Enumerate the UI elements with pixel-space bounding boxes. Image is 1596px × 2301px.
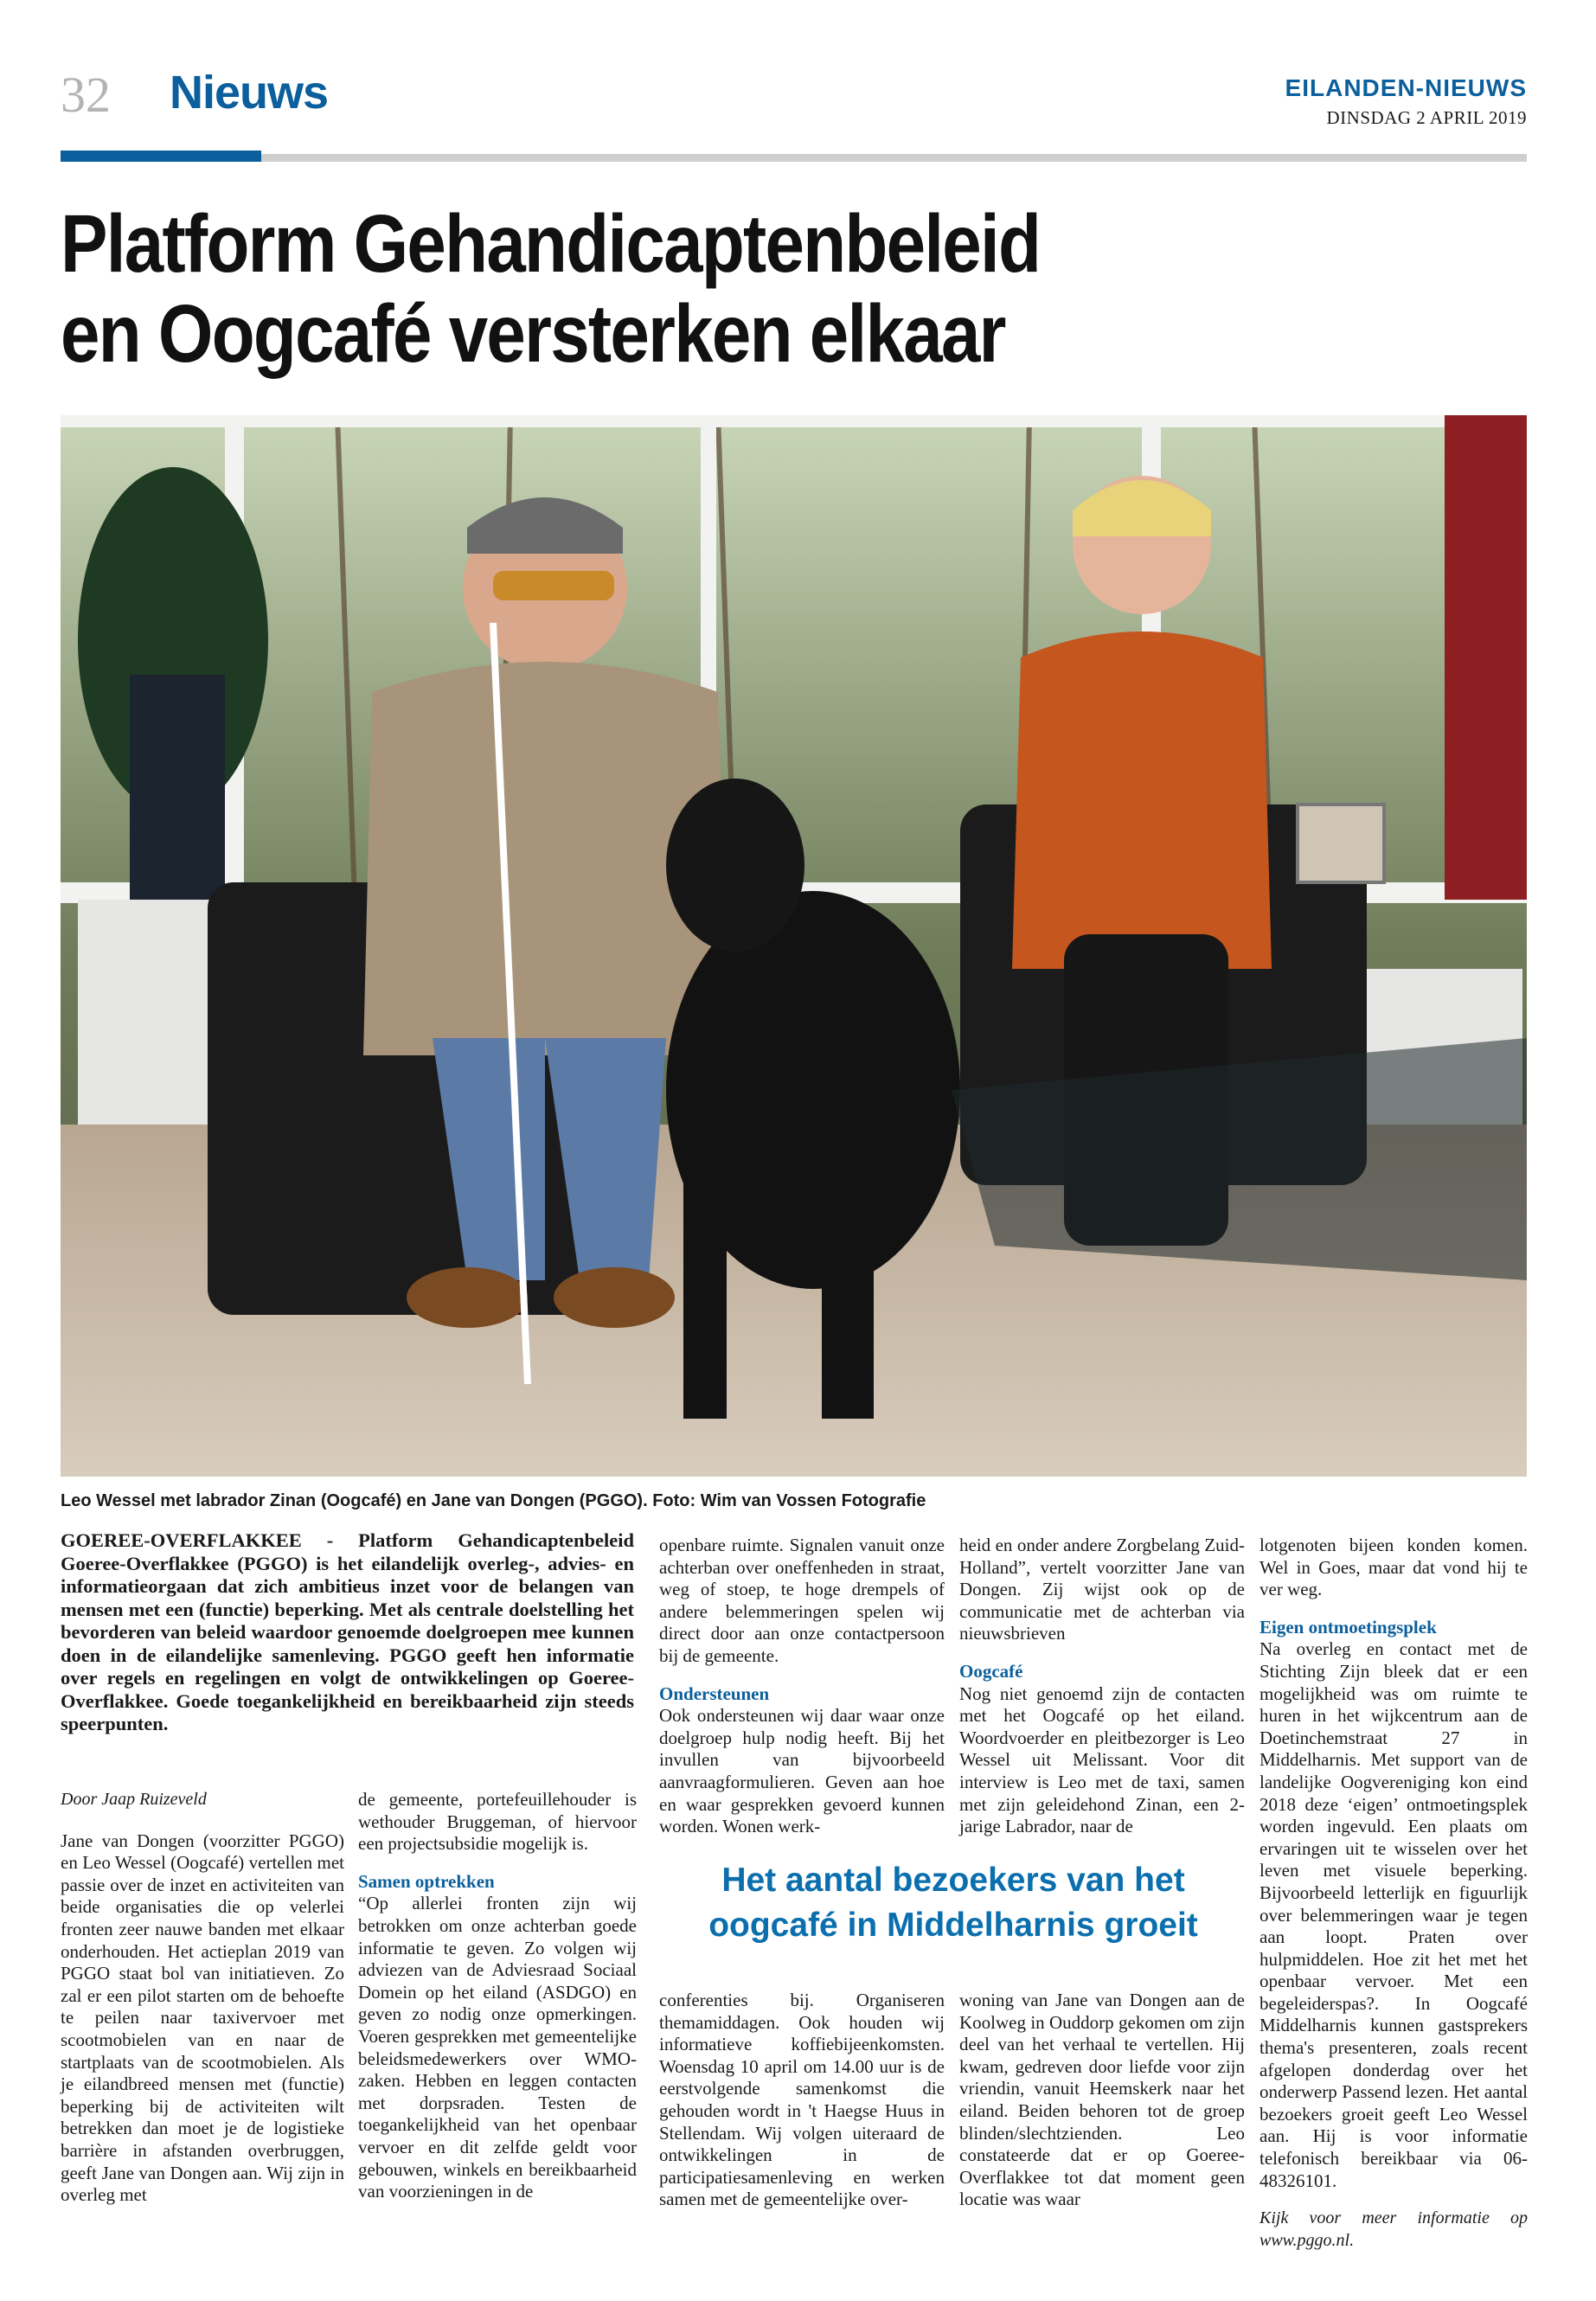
pull-quote-line-1: Het aantal bezoekers van het bbox=[721, 1862, 1185, 1899]
more-info-footer: Kijk voor meer informatie op www.pggo.nl. bbox=[1259, 2208, 1528, 2250]
column-2 bbox=[358, 1789, 637, 2203]
subhead-eigen-ontmoetingsplek: Eigen ontmoetingsplek bbox=[1259, 1616, 1437, 1638]
column-3-bottom: conferenties bij. Organiseren themamiddagen. Ook houden wij informatieve koffiebijeenkomsten. Woensdag 10 april om 14.00 uur is de eerstvolgende samenkomst die gehouden wordt in 't Haegse Huus in Stellendam. Wij volgen uiteraard de ontwikkelingen in de participatiesamenleving en werken samen met de gemeentelijke over- bbox=[659, 1990, 945, 2210]
article-photo bbox=[61, 415, 1527, 1477]
column-1 bbox=[61, 1789, 344, 2207]
issue-date: DINSDAG 2 APRIL 2019 bbox=[1326, 107, 1527, 128]
column-3-lower bbox=[659, 1990, 945, 2211]
column-4-lower bbox=[959, 1990, 1245, 2211]
page-number: 32 bbox=[61, 67, 111, 123]
photo-illustration bbox=[61, 415, 1527, 1477]
article-intro: GOEREE-OVERFLAKKEE - Platform Gehandicaptenbeleid Goeree-Overflakkee (PGGO) is het eilandelijk overleg-, advies- en informatieorgaan dat zich ambitieus inzet voor de belangen van mensen met een (functie) beperking. Met als centrale doelstelling het bevorderen van beleid waardoor genoemde doelgroepen mee kunnen doen in de eilandelijke samenleving. PGGO geeft hen informatie over regels en regelingen en volgt de ontwikkelingen op Goeree-Overflakkee. Goede toegankelijkheid en bereikbaarheid zijn steeds speerpunten. bbox=[61, 1529, 634, 1734]
article-headline bbox=[61, 199, 1176, 379]
column-3-upper bbox=[659, 1535, 945, 1838]
column-3-body: Ook ondersteunen wij daar waar onze doelgroep hulp nodig heeft. Bij het invullen van bijvoorbeeld aanvraagformulieren. Geven aan hoe en waar gesprekken gevoerd kunnen worden. Wonen werk- bbox=[659, 1705, 945, 1837]
column-4-bottom: woning van Jane van Dongen aan de Koolweg in Ouddorp gekomen om zijn deel van het verhaal te vertellen. Hij kwam, gedreven door liefde voor zijn vriendin, vanuit Heemskerk naar het eiland. Beiden behoren tot de groep blinden/slechtzienden. Leo constateerde dat er op Goeree-Overflakkee tot dat moment geen locatie was waar bbox=[959, 1990, 1245, 2210]
subhead-samen-optrekken: Samen optrekken bbox=[358, 1870, 495, 1892]
column-4-body: Nog niet genoemd zijn de contacten met het Oogcafé op het eiland. Woordvoerder en pleitbezorger is Leo Wessel uit Melissant. Voor dit interview is Leo met de taxi, samen met zijn geleidehond Zinan, een 2-jarige Labrador, naar de bbox=[959, 1682, 1245, 1837]
column-5-body: Na overleg en contact met de Stichting Zijn bleek dat er een mogelijkheid was om ruimte te huren in het wijkcentrum aan de Doetinchemstraat 27 in Middelharnis. Met support van de landelijke Oogvereniging kon eind 2018 deze ‘eigen’ ontmoetingsplek worden ingevuld. Een plaats om ervaringen uit te wisselen over het leven met visuele beperking. Bijvoorbeeld letterlijk en figuurlijk over belemmeringen waar je tegen aan loopt. Praten over hulpmiddelen. Hoe zit het met het openbaar vervoer. Met een begeleiderspas?. In Oogcafé Middelharnis kunnen gastsprekers thema's presenteren, zoals recent afgelopen donderdag over het onderwerp Passend lezen. Het aantal bezoekers groeit geeft Leo Wessel aan. Hij is voor informatie telefonisch bereikbaar via 06-48326101. bbox=[1259, 1638, 1528, 2191]
header-rule bbox=[261, 154, 1527, 162]
subhead-ondersteunen: Ondersteunen bbox=[659, 1682, 770, 1704]
photo-caption: Leo Wessel met labrador Zinan (Oogcafé) en Jane van Dongen (PGGO). Foto: Wim van Vossen Fotografie bbox=[61, 1491, 926, 1510]
column-3-top: openbare ruimte. Signalen vanuit onze achterban over oneffenheden in straat, weg of stoep, te hoge drempels of andere belemmeringen spelen wij direct door aan onze contactpersoon bij de gemeente. bbox=[659, 1535, 945, 1666]
byline: Door Jaap Ruizeveld bbox=[61, 1790, 207, 1809]
column-5 bbox=[1259, 1535, 1528, 2252]
section-title: Nieuws bbox=[170, 67, 329, 119]
newspaper-logo: EILANDEN-NIEUWS bbox=[1285, 74, 1527, 101]
headline-line-2: en Oogcafé versterken elkaar bbox=[61, 288, 1005, 380]
headline-line-1: Platform Gehandicaptenbeleid bbox=[61, 198, 1041, 290]
column-5-top: lotgenoten bijeen konden komen. Wel in Goes, maar dat vond hij te ver weg. bbox=[1259, 1535, 1528, 1600]
column-4-upper bbox=[959, 1535, 1245, 1838]
column-2-body: “Op allerlei fronten zijn wij betrokken om onze achterban goede informatie te geven. Zo volgen wij adviezen van de Adviesraad Sociaal Domein op het eiland (ASDGO) en geven zo nodig onze opmerkingen. Voeren gesprekken met gemeentelijke beleidsmedewerkers over WMO-zaken. Hebben en leggen contacten met dorpsraden. Testen de toegankelijkheid van het openbaar vervoer en dit zelfde geldt voor gebouwen, winkels en bereikbaarheid van voorzieningen in de bbox=[358, 1893, 637, 2202]
column-1-body: Jane van Dongen (voorzitter PGGO) en Leo Wessel (Oogcafé) vertellen met passie over de inzet en activiteiten van beide organisaties die op velerlei fronten zeer nauwe banden met elkaar onderhouden. Het actieplan 2019 van PGGO staat bol van initiatieven. Zo zal er een pilot starten om de behoefte te peilen naar taxivervoer met scootmobielen van en naar de startplaats van de scootmobielen. Als je eilandbreed mensen met (functie) beperking bij de activiteiten wilt betrekken dan moet je de logistieke barrière in afstanden overbruggen, geeft Jane van Dongen aan. Wij zijn in overleg met bbox=[61, 1830, 344, 2206]
header-rule-accent bbox=[61, 151, 261, 162]
pull-quote-line-2: oogcafé in Middelharnis groeit bbox=[708, 1907, 1198, 1944]
subhead-oogcafe: Oogcafé bbox=[959, 1660, 1023, 1682]
column-4-top: heid en onder andere Zorgbelang Zuid-Holland”, vertelt voorzitter Jane van Dongen. Zij wijst ook op de communicatie met de achterban via nieuwsbrieven bbox=[959, 1535, 1245, 1644]
column-2-top: de gemeente, portefeuillehouder is wethouder Bruggeman, of hiervoor een projectsubsidie mogelijk is. bbox=[358, 1789, 637, 1855]
pull-quote bbox=[651, 1858, 1256, 1948]
